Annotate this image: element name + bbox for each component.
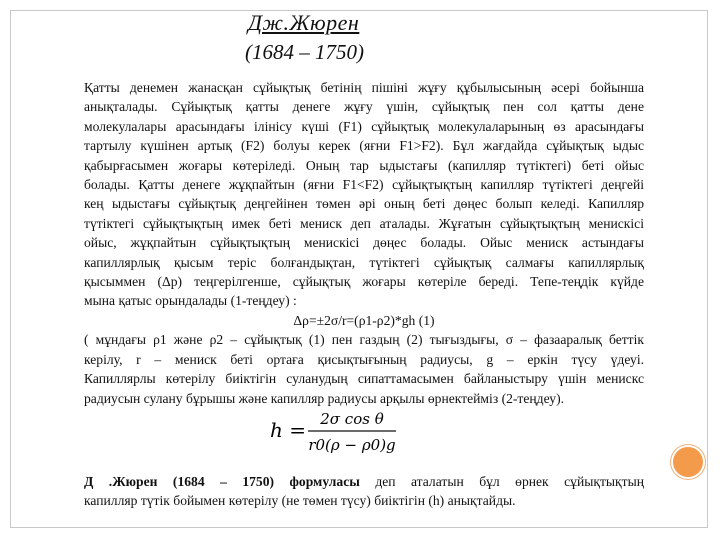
paragraph-line: анықталады. Сұйықтық қатты денеге жұғу үшін, сұйықтық пен сол қатты дене [84, 99, 644, 115]
paragraph-line: ойыс, жұқпайтын сұйықтықтың менискісі дөңес болады. Ойыс мениск астындағы [84, 235, 644, 251]
paragraph-line: қабырғасымен жоғары көтеріледі. Оның тар ыдыстағы (капилляр түтіктегі) беті ойыс [84, 157, 644, 173]
decorative-circle [673, 447, 703, 477]
closing-rest: деп аталатын бұл өрнек сұйықтықтың [359, 474, 644, 489]
closing-line-2: капилляр түтік бойымен көтерілу (не төмен түсу) биіктігін (h) анықтайды. [84, 493, 516, 509]
explain-line: радиусын сулану бұрышы және капилляр радиусы арқылы өрнектейміз (2-теңдеу). [84, 390, 565, 406]
equation-1: Δρ=±2σ/r=(ρ1-ρ2)*gh (1) [293, 312, 435, 328]
paragraph-line: мына қатыс орындалады (1-теңдеу) : [84, 293, 297, 309]
paragraph-line: капиллярлық қысым теріс болғандықтан, түтіктегі сұйықтық салмағы капиллярлық [84, 254, 644, 270]
paragraph-line: молекулалары арасындағы ілінісу күші (F1) сұйықтық молекулаларының өз арасындағы [84, 118, 644, 134]
paragraph-line: кең ыдыстағы сұйықтық деңгейінен төмен әрі оның беті дөңес болып келеді. Капилляр [84, 196, 644, 212]
paragraph-line: түтіктегі сұйықтықтың имек беті мениск деп аталады. Жұғатын сұйықтықтың менискісі [84, 215, 644, 231]
closing-paragraph [84, 472, 644, 511]
formula-numerator: 2σ cos θ [320, 410, 384, 428]
paragraph-line: қысыммен (Δр) теңгерілгенше, сұйықтық жоғары көтеріле береді. Тепе-теңдік күйде [84, 274, 644, 290]
closing-bold: Д .Жюрен (1684 – 1750) формуласы [84, 474, 360, 489]
paragraph-line: Қатты денемен жанасқан сұйықтық бетінің пішіні жұғу құбылысының әсері бойынша [84, 80, 644, 95]
formula-denominator: r0(ρ − ρ0)g [308, 436, 396, 454]
slide-years: (1684 – 1750) [245, 40, 364, 64]
closing-line-1 [84, 472, 644, 491]
jurin-formula [268, 404, 398, 458]
explain-line: ( мұндағы ρ1 және ρ2 – сұйықтық (1) пен газдың (2) тығыздығы, σ – фазааралық беттік [84, 332, 644, 348]
paragraph-line: тартылу күшінен артық (F2) болуы керек (яғни F1>F2). Бұл жағдайда сұйықтық ыдыс [84, 138, 644, 154]
explain-line: керілу, r – мениск беті ортаға қисықтығының радиусы, g – еркін түсу үдеуі. [84, 351, 644, 367]
formula-lhs: h = [270, 418, 306, 442]
main-paragraph [84, 78, 644, 408]
slide-title: Дж.Жюрен [248, 10, 360, 35]
explain-line: Капиллярлы көтерілу биіктігін суланудың сипаттамасымен байланыстыру үшін менискс [84, 371, 644, 387]
paragraph-line: болады. Қатты денеге жұқпайтын (яғни F1<F2) сұйықтықтың капилляр түтіктегі деңгейі [84, 177, 644, 193]
